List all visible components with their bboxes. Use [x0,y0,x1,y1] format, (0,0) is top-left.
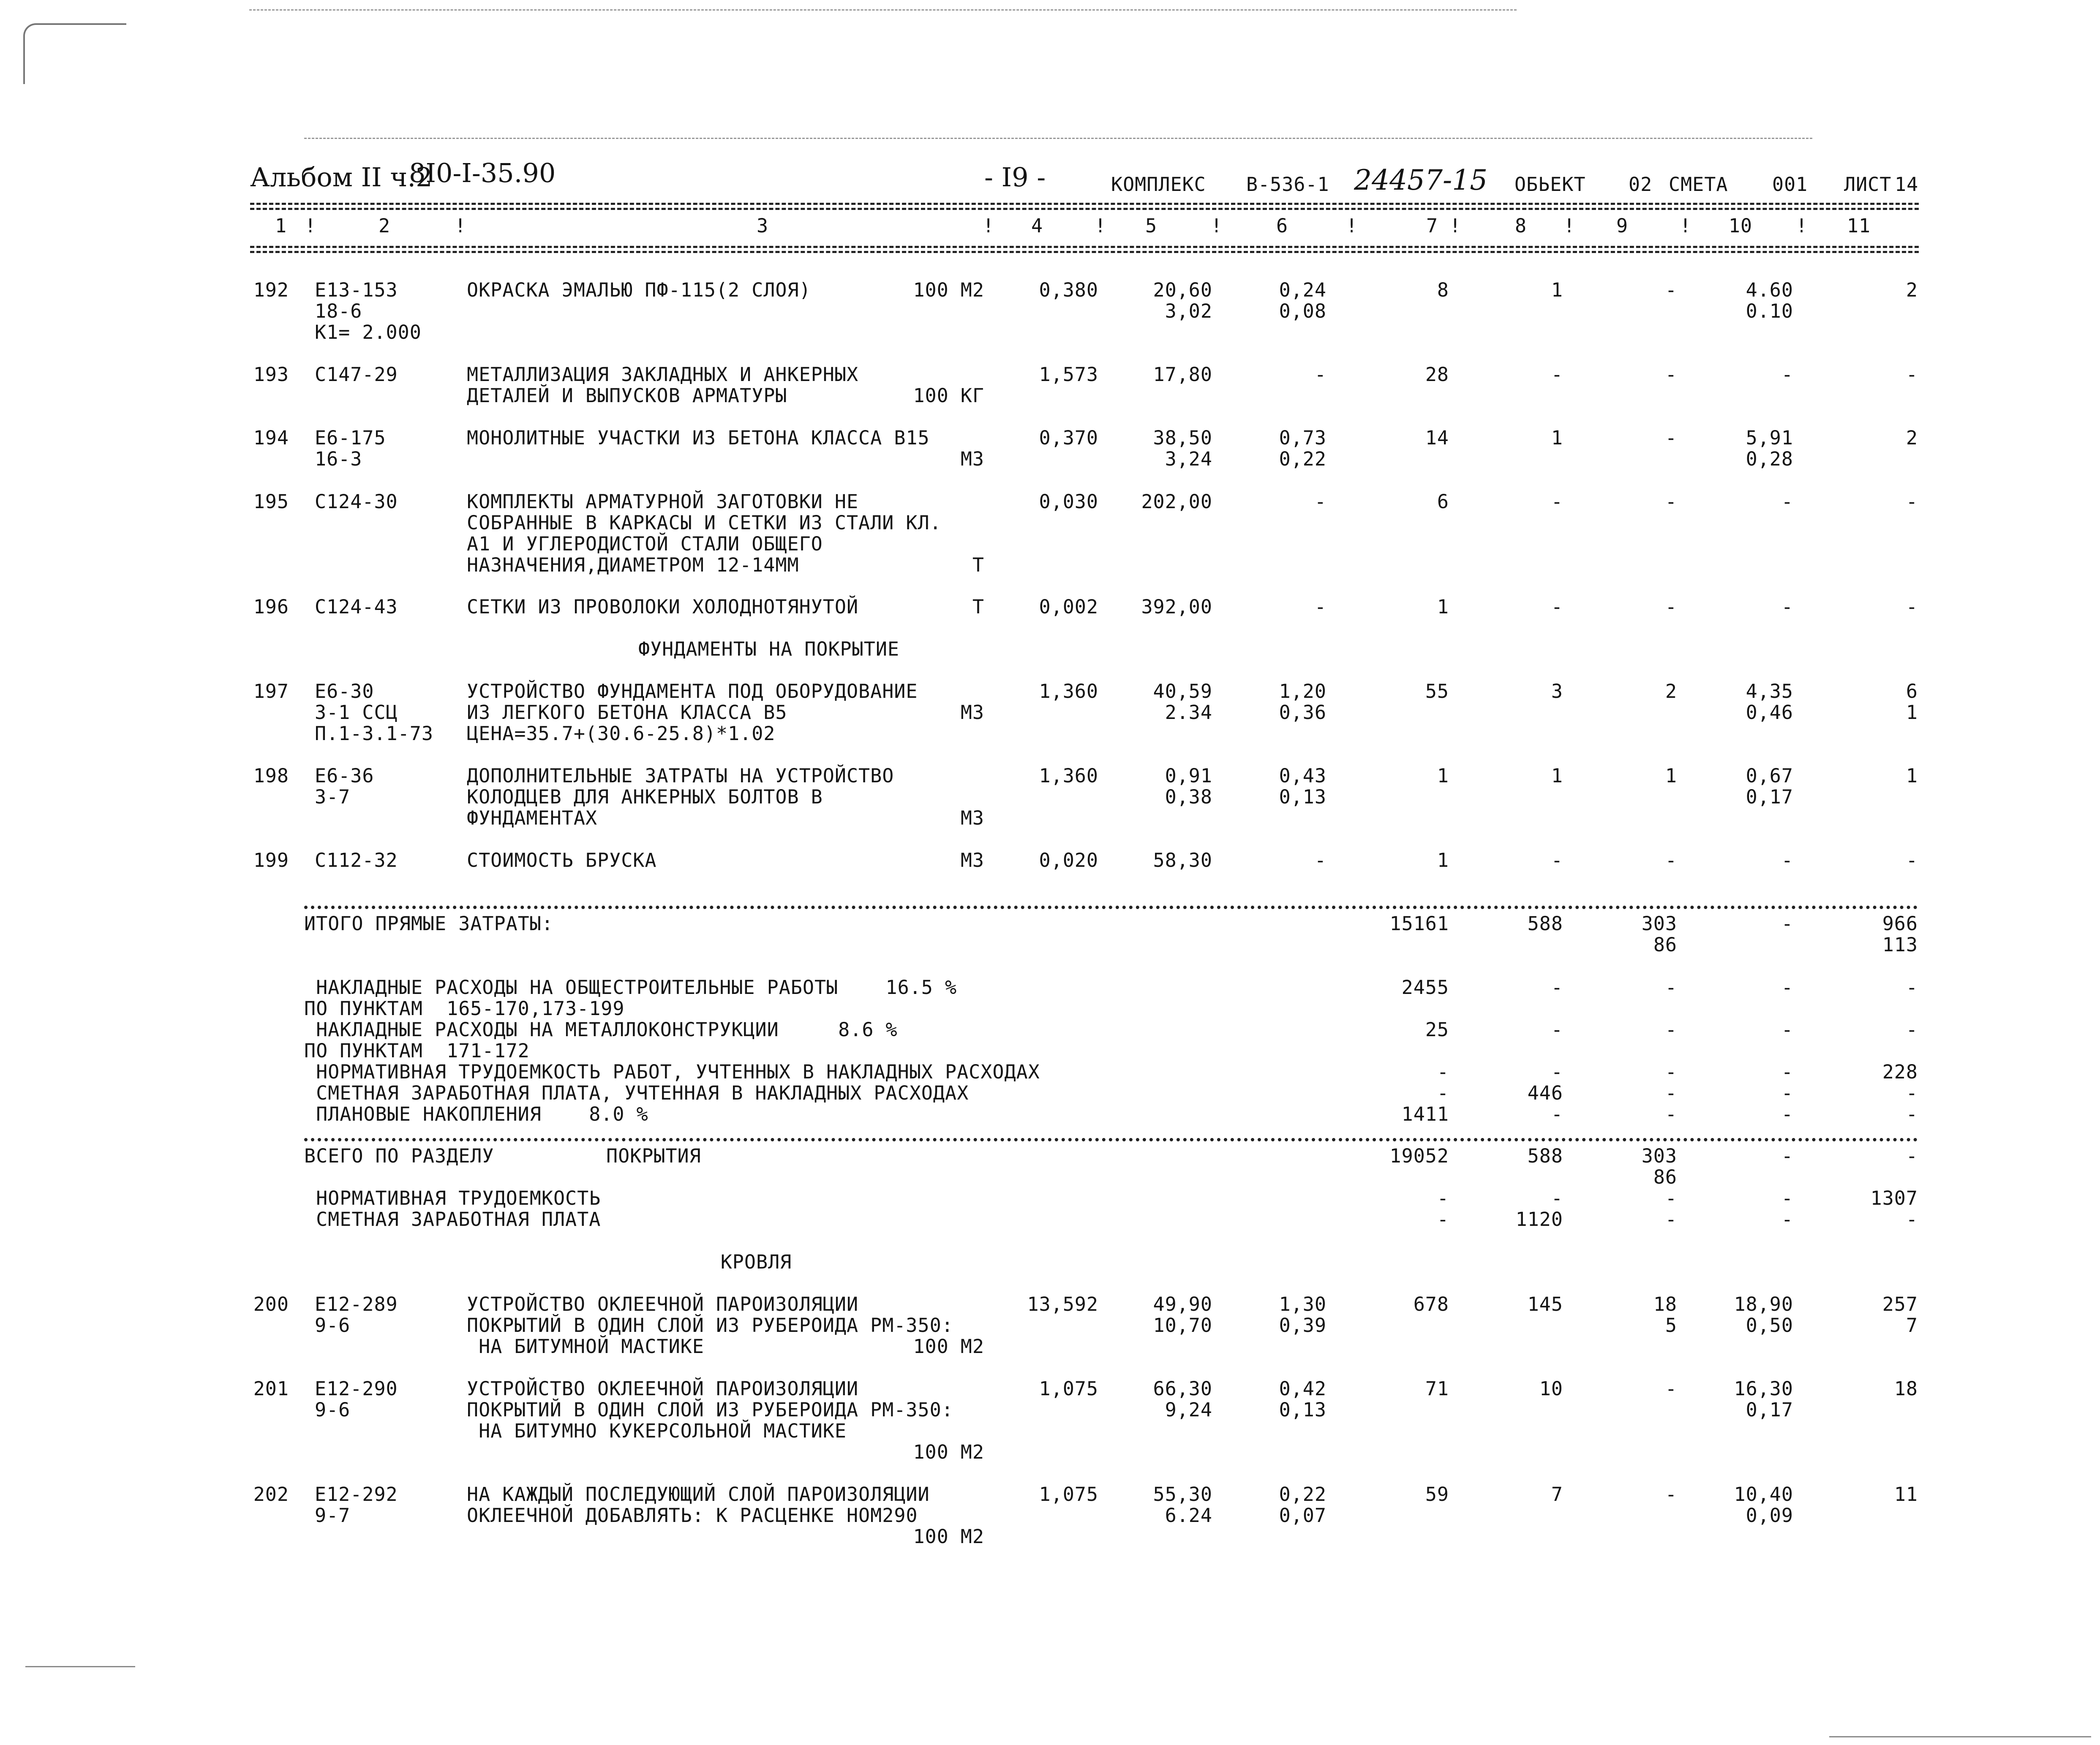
cell-col8: 3 [1551,680,1563,702]
column-number: 11 [1847,215,1871,237]
list-label: ЛИСТ [1844,173,1892,196]
cell-unit-cost: 17,80 [1153,363,1212,386]
overhead-line: НАКЛАДНЫЕ РАСХОДЫ НА МЕТАЛЛОКОНСТРУКЦИИ 8.6 % [304,1018,898,1041]
overhead-line: СМЕТНАЯ ЗАРАБОТНАЯ ПЛАТА, УЧТЕННАЯ В НАКЛАДНЫХ РАСХОДАХ [304,1082,969,1104]
cell-col9: - [1665,427,1677,449]
row-code: 3-1 ССЦ [315,701,398,724]
album-label: Альбом II ч.2 [250,162,433,193]
row-description: КОЛОДЦЕВ ДЛЯ АНКЕРНЫХ БОЛТОВ В [467,786,823,808]
cell-col10: - [1781,490,1793,513]
cell-col9: - [1665,1377,1677,1400]
row-description: УСТРОЙСТВО ОКЛЕЕЧНОЙ ПАРОИЗОЛЯЦИИ [467,1377,859,1400]
row-unit: М3 [960,701,984,724]
overhead-c11: - [1906,976,1918,999]
row-code: 9-7 [315,1504,351,1527]
overhead-line: ПЛАНОВЫЕ НАКОПЛЕНИЯ 8.0 % [304,1103,648,1125]
cell-col8: 7 [1551,1483,1563,1505]
cell-total: 1 [1437,596,1449,618]
vsego-label: ВСЕГО ПО РАЗДЕЛУ [304,1145,494,1167]
cell-col11: - [1906,849,1918,871]
obekt-value: 02 [1629,173,1653,196]
kompleks-label: КОМПЛЕКС [1111,173,1206,196]
cell-col10: 16,30 [1734,1377,1793,1400]
vsego-rule [304,1138,1918,1141]
page-number: - I9 - [984,162,1046,193]
cell-quantity: 1,360 [1039,680,1098,702]
cell-col10: 0.10 [1746,300,1793,322]
cell-unit-cost: 9,24 [1165,1399,1212,1421]
overhead-c9: - [1665,1061,1677,1083]
row-description: ОКРАСКА ЭМАЛЬЮ ПФ-115(2 СЛОЯ) [467,279,811,301]
cell-machine-cost: - [1314,849,1326,871]
cell-machine-cost: 0,42 [1279,1377,1326,1400]
column-separator: ! [304,215,317,237]
cell-col10: - [1781,363,1793,386]
cell-total: 55 [1425,680,1449,702]
scan-corner-mark [23,23,126,84]
column-separator: ! [1795,215,1808,237]
cell-col9: - [1665,279,1677,301]
row-number: 195 [253,490,289,513]
header-rule-2 [250,208,1919,210]
cell-col10: - [1781,596,1793,618]
row-code: 9-6 [315,1399,351,1421]
vsego-extra-c10: - [1781,1208,1793,1230]
vsego-section: ПОКРЫТИЯ [606,1145,701,1167]
cell-machine-cost: - [1314,490,1326,513]
smeta-value: 001 [1772,173,1808,196]
cell-col10: 0,50 [1746,1314,1793,1337]
cell-col11: 7 [1906,1314,1918,1337]
vsego-extra-c11: - [1906,1208,1918,1230]
section-heading-krovlya: КРОВЛЯ [720,1251,792,1273]
cell-quantity: 0,020 [1039,849,1098,871]
row-description: МОНОЛИТНЫЕ УЧАСТКИ ИЗ БЕТОНА КЛАССА В15 [467,427,930,449]
cell-col10: 0,09 [1746,1504,1793,1527]
column-separator: ! [1210,215,1223,237]
vsego-extra-c11: 1307 [1870,1187,1918,1209]
cell-col11: 1 [1906,701,1918,724]
overhead-line: ПО ПУНКТАМ 165-170,173-199 [304,997,625,1020]
overhead-c10: - [1781,1082,1793,1104]
cell-quantity: 0,030 [1039,490,1098,513]
column-separator: ! [454,215,467,237]
cell-total: 8 [1437,279,1449,301]
row-description: ИЗ ЛЕГКОГО БЕТОНА КЛАССА В5 [467,701,787,724]
overhead-line: НАКЛАДНЫЕ РАСХОДЫ НА ОБЩЕСТРОИТЕЛЬНЫЕ РАБОТЫ 16.5 % [304,976,957,999]
itogo-rule [304,906,1918,909]
vsego-extra-c9: - [1665,1208,1677,1230]
column-number: 10 [1728,215,1753,237]
cell-col10: 0,17 [1746,786,1793,808]
row-code: 16-3 [315,448,362,470]
row-number: 192 [253,279,289,301]
column-separator: ! [1563,215,1576,237]
column-number: 3 [756,215,769,237]
cell-unit-cost: 0,91 [1165,765,1212,787]
cell-total: 678 [1413,1293,1449,1315]
cell-machine-cost: - [1314,363,1326,386]
cell-unit-cost: 58,30 [1153,849,1212,871]
vsego-col11: - [1906,1145,1918,1167]
row-code: П.1-3.1-73 [315,722,433,745]
itogo-col9: 303 [1641,912,1677,935]
vsego-extra-line: СМЕТНАЯ ЗАРАБОТНАЯ ПЛАТА [304,1208,601,1230]
row-number: 201 [253,1377,289,1400]
cell-col11: 257 [1882,1293,1918,1315]
cell-col9: 5 [1665,1314,1677,1337]
row-code: 18-6 [315,300,362,322]
row-code: Е12-290 [315,1377,398,1400]
row-code: С124-30 [315,490,398,513]
overhead-c10: - [1781,1103,1793,1125]
cell-unit-cost: 10,70 [1153,1314,1212,1337]
cell-col8: 1 [1551,279,1563,301]
overhead-c8: - [1551,1103,1563,1125]
vsego-extra-c8: - [1551,1187,1563,1209]
scan-upper-rule [304,138,1812,139]
list-value: 14 [1895,173,1919,196]
cell-unit-cost: 40,59 [1153,680,1212,702]
overhead-c9: - [1665,1082,1677,1104]
itogo-label: ИТОГО ПРЯМЫЕ ЗАТРАТЫ: [304,912,553,935]
cell-quantity: 0,002 [1039,596,1098,618]
cell-col10: 4.60 [1746,279,1793,301]
cell-quantity: 1,075 [1039,1483,1098,1505]
cell-col10: 18,90 [1734,1293,1793,1315]
overhead-c11: - [1906,1103,1918,1125]
cell-quantity: 1,573 [1039,363,1098,386]
row-unit: 100 М2 [913,1335,984,1358]
overhead-c10: - [1781,1018,1793,1041]
cell-col11: 2 [1906,427,1918,449]
row-description: А1 И УГЛЕРОДИСТОЙ СТАЛИ ОБЩЕГО [467,533,823,555]
row-code: С147-29 [315,363,398,386]
row-number: 200 [253,1293,289,1315]
row-number: 193 [253,363,289,386]
cell-col11: - [1906,596,1918,618]
cell-total: 71 [1425,1377,1449,1400]
row-unit: Т [972,596,984,618]
handwritten-number: 24457-15 [1354,164,1488,196]
cell-unit-cost: 49,90 [1153,1293,1212,1315]
overhead-c7: 2455 [1401,976,1449,999]
itogo-col8: 588 [1527,912,1563,935]
vsego-extra-c8: 1120 [1515,1208,1563,1230]
row-unit: 100 М2 [913,1525,984,1548]
cell-total: 14 [1425,427,1449,449]
cell-unit-cost: 38,50 [1153,427,1212,449]
cell-col8: - [1551,596,1563,618]
row-description: НА БИТУМНОЙ МАСТИКЕ [467,1335,704,1358]
cell-total: 59 [1425,1483,1449,1505]
document-code: 8I0-I-35.90 [409,158,556,188]
cell-col10: 0,28 [1746,448,1793,470]
header-rule-4 [250,251,1919,253]
overhead-c8: - [1551,1018,1563,1041]
row-number: 196 [253,596,289,618]
cell-machine-cost: - [1314,596,1326,618]
cell-unit-cost: 0,38 [1165,786,1212,808]
row-description: ЦЕНА=35.7+(30.6-25.8)*1.02 [467,722,776,745]
row-code: Е13-153 [315,279,398,301]
cell-machine-cost: 0,07 [1279,1504,1326,1527]
cell-unit-cost: 3,24 [1165,448,1212,470]
row-code: С124-43 [315,596,398,618]
row-description: КОМПЛЕКТЫ АРМАТУРНОЙ ЗАГОТОВКИ НЕ [467,490,859,513]
cell-col10: 0,67 [1746,765,1793,787]
cell-col10: 5,91 [1746,427,1793,449]
column-number: 1 [275,215,287,237]
row-unit: М3 [960,849,984,871]
itogo-col11: 113 [1882,934,1918,956]
row-description: НАЗНАЧЕНИЯ,ДИАМЕТРОМ 12-14ММ [467,554,799,576]
cell-col11: - [1906,490,1918,513]
row-unit: 100 М2 [913,1441,984,1463]
cell-machine-cost: 0,24 [1279,279,1326,301]
row-code: 9-6 [315,1314,351,1337]
cell-machine-cost: 0,08 [1279,300,1326,322]
cell-quantity: 1,360 [1039,765,1098,787]
row-description: ДОПОЛНИТЕЛЬНЫЕ ЗАТРАТЫ НА УСТРОЙСТВО [467,765,894,787]
cell-unit-cost: 20,60 [1153,279,1212,301]
cell-col8: 145 [1527,1293,1563,1315]
smeta-label: СМЕТА [1669,173,1728,196]
cell-col11: 18 [1894,1377,1918,1400]
column-number: 9 [1616,215,1629,237]
cell-unit-cost: 2.34 [1165,701,1212,724]
row-description: ПОКРЫТИЙ В ОДИН СЛОЙ ИЗ РУБЕРОИДА РМ-350: [467,1314,953,1337]
row-description: ДЕТАЛЕЙ И ВЫПУСКОВ АРМАТУРЫ [467,384,787,407]
row-description: СТОИМОСТЬ БРУСКА [467,849,657,871]
vsego-extra-c10: - [1781,1187,1793,1209]
cell-col8: - [1551,363,1563,386]
cell-col10: 4,35 [1746,680,1793,702]
column-number: 4 [1031,215,1043,237]
overhead-c8: - [1551,976,1563,999]
row-code: Е12-292 [315,1483,398,1505]
row-unit: М3 [960,448,984,470]
vsego-extra-c7: - [1437,1208,1449,1230]
cell-total: 1 [1437,765,1449,787]
row-description: СЕТКИ ИЗ ПРОВОЛОКИ ХОЛОДНОТЯНУТОЙ [467,596,859,618]
cell-quantity: 13,592 [1027,1293,1098,1315]
itogo-col11: 966 [1882,912,1918,935]
cell-unit-cost: 202,00 [1141,490,1212,513]
cell-col10: 10,40 [1734,1483,1793,1505]
column-separator: ! [1346,215,1358,237]
row-number: 202 [253,1483,289,1505]
overhead-c8: - [1551,1061,1563,1083]
column-number: 5 [1145,215,1158,237]
cell-machine-cost: 0,36 [1279,701,1326,724]
overhead-c7: 25 [1425,1018,1449,1041]
row-description: ПОКРЫТИЙ В ОДИН СЛОЙ ИЗ РУБЕРОИДА РМ-350: [467,1399,953,1421]
itogo-col9: 86 [1653,934,1677,956]
column-separator: ! [1679,215,1692,237]
cell-total: 1 [1437,849,1449,871]
header-rule-1 [250,203,1919,205]
overhead-c11: - [1906,1018,1918,1041]
row-description: УСТРОЙСТВО ФУНДАМЕНТА ПОД ОБОРУДОВАНИЕ [467,680,918,702]
cell-col9: 2 [1665,680,1677,702]
cell-unit-cost: 392,00 [1141,596,1212,618]
cell-col9: - [1665,363,1677,386]
cell-col9: - [1665,849,1677,871]
vsego-col9: 303 [1641,1145,1677,1167]
cell-col9: 18 [1653,1293,1677,1315]
row-unit: М3 [960,807,984,829]
row-code: Е6-30 [315,680,374,702]
cell-unit-cost: 55,30 [1153,1483,1212,1505]
overhead-c7: - [1437,1082,1449,1104]
column-separator: ! [1449,215,1462,237]
obekt-label: ОБЬЕКТ [1514,173,1586,196]
row-description: СОБРАННЫЕ В КАРКАСЫ И СЕТКИ ИЗ СТАЛИ КЛ. [467,512,942,534]
vsego-col10: - [1781,1145,1793,1167]
cell-col9: - [1665,490,1677,513]
column-number: 7 [1426,215,1438,237]
scan-bottom-mark [1829,1736,2091,1737]
cell-col11: 11 [1894,1483,1918,1505]
itogo-total: 15161 [1389,912,1449,935]
row-unit: Т [972,554,984,576]
cell-unit-cost: 3,02 [1165,300,1212,322]
cell-col8: - [1551,849,1563,871]
cell-quantity: 0,380 [1039,279,1098,301]
cell-col8: 1 [1551,427,1563,449]
cell-machine-cost: 0,13 [1279,786,1326,808]
cell-machine-cost: 0,22 [1279,1483,1326,1505]
column-separator: ! [1094,215,1107,237]
cell-machine-cost: 0,22 [1279,448,1326,470]
cell-unit-cost: 66,30 [1153,1377,1212,1400]
row-code: С112-32 [315,849,398,871]
cell-col11: 1 [1906,765,1918,787]
row-code: 3-7 [315,786,351,808]
cell-col9: - [1665,1483,1677,1505]
overhead-c10: - [1781,1061,1793,1083]
row-unit: 100 КГ [913,384,984,407]
row-description: ОКЛЕЕЧНОЙ ДОБАВЛЯТЬ: К РАСЦЕНКЕ НОМ290 [467,1504,918,1527]
row-code: К1= 2.000 [315,321,422,343]
row-number: 198 [253,765,289,787]
vsego-extra-c7: - [1437,1187,1449,1209]
overhead-c10: - [1781,976,1793,999]
cell-col11: 6 [1906,680,1918,702]
row-number: 197 [253,680,289,702]
scan-bottom-left-mark [25,1666,135,1667]
row-number: 199 [253,849,289,871]
cell-machine-cost: 0,13 [1279,1399,1326,1421]
cell-col10: 0,17 [1746,1399,1793,1421]
cell-col8: 10 [1539,1377,1563,1400]
row-description: ФУНДАМЕНТАХ [467,807,598,829]
cell-quantity: 0,370 [1039,427,1098,449]
row-unit: 100 М2 [913,279,984,301]
cell-quantity: 1,075 [1039,1377,1098,1400]
kompleks-value: В-536-1 [1246,173,1329,196]
overhead-c11: - [1906,1082,1918,1104]
itogo-col10: - [1781,912,1793,935]
overhead-line: НОРМАТИВНАЯ ТРУДОЕМКОСТЬ РАБОТ, УЧТЕННЫХ В НАКЛАДНЫХ РАСХОДАХ [304,1061,1040,1083]
cell-machine-cost: 0,43 [1279,765,1326,787]
row-code: Е12-289 [315,1293,398,1315]
row-description: УСТРОЙСТВО ОКЛЕЕЧНОЙ ПАРОИЗОЛЯЦИИ [467,1293,859,1315]
column-number: 8 [1514,215,1527,237]
vsego-col8: 588 [1527,1145,1563,1167]
cell-col11: 2 [1906,279,1918,301]
cell-machine-cost: 0,73 [1279,427,1326,449]
cell-machine-cost: 1,20 [1279,680,1326,702]
overhead-c9: - [1665,1103,1677,1125]
cell-total: 28 [1425,363,1449,386]
cell-total: 6 [1437,490,1449,513]
cell-col11: - [1906,363,1918,386]
cell-machine-cost: 1,30 [1279,1293,1326,1315]
vsego-extra-c9: - [1665,1187,1677,1209]
cell-unit-cost: 6.24 [1165,1504,1212,1527]
cell-machine-cost: 0,39 [1279,1314,1326,1337]
overhead-c8: 446 [1527,1082,1563,1104]
overhead-c7: - [1437,1061,1449,1083]
row-description: НА БИТУМНО КУКЕРСОЛЬНОЙ МАСТИКЕ [467,1420,847,1442]
cell-col10: - [1781,849,1793,871]
row-number: 194 [253,427,289,449]
overhead-c9: - [1665,976,1677,999]
row-code: Е6-175 [315,427,386,449]
column-number: 2 [378,215,391,237]
section-heading-fundamenty: ФУНДАМЕНТЫ НА ПОКРЫТИЕ [638,638,900,660]
row-description: НА КАЖДЫЙ ПОСЛЕДУЮЩИЙ СЛОЙ ПАРОИЗОЛЯЦИИ [467,1483,930,1505]
row-code: Е6-36 [315,765,374,787]
cell-col9: - [1665,596,1677,618]
overhead-c7: 1411 [1401,1103,1449,1125]
header-rule-3 [250,246,1919,248]
cell-col8: 1 [1551,765,1563,787]
overhead-c9: - [1665,1018,1677,1041]
row-description: МЕТАЛЛИЗАЦИЯ ЗАКЛАДНЫХ И АНКЕРНЫХ [467,363,859,386]
overhead-c11: 228 [1882,1061,1918,1083]
overhead-line: ПО ПУНКТАМ 171-172 [304,1040,530,1062]
vsego-total: 19052 [1389,1145,1449,1167]
cell-col9: 1 [1665,765,1677,787]
cell-col8: - [1551,490,1563,513]
vsego-col9: 86 [1653,1166,1677,1188]
column-number: 6 [1276,215,1288,237]
cell-col10: 0,46 [1746,701,1793,724]
column-separator: ! [982,215,995,237]
vsego-extra-line: НОРМАТИВНАЯ ТРУДОЕМКОСТЬ [304,1187,601,1209]
scan-top-rule [249,9,1517,11]
